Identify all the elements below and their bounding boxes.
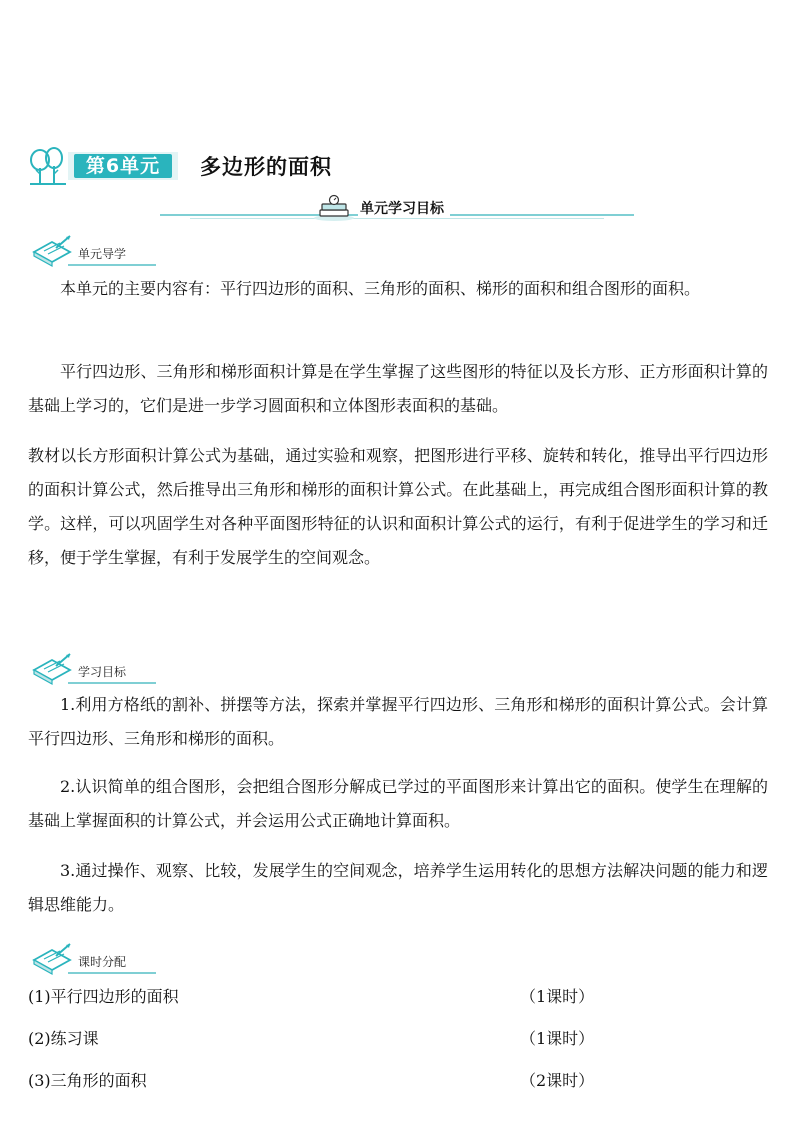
guide-paragraph-2: 平行四边形、三角形和梯形面积计算是在学生掌握了这些图形的特征以及长方形、正方形面积计算的基础上学习的，它们是进一步学习圆面积和立体图形表面积的基础。 <box>28 362 768 415</box>
unit-goal-label: 单元学习目标 <box>358 200 450 218</box>
section-tag-schedule <box>30 942 160 976</box>
section-tag-objectives <box>30 652 160 686</box>
lesson-name: (1)平行四边形的面积 <box>28 987 179 1006</box>
unit-badge <box>68 152 178 180</box>
lesson-row <box>28 982 768 1012</box>
unit-title: 多边形的面积 <box>200 155 332 179</box>
banner-line-secondary <box>190 218 604 219</box>
section-label-objectives: 学习目标 <box>78 665 127 679</box>
unit-header <box>28 146 768 194</box>
objective-1: 1.利用方格纸的割补、拼摆等方法，探索并掌握平行四边形、三角形和梯形的面积计算公式。会计算平行四边形、三角形和梯形的面积。 <box>28 695 768 748</box>
lesson-hours: （1课时） <box>520 987 595 1006</box>
objective-3: 3.通过操作、观察、比较，发展学生的空间观念，培养学生运用转化的思想方法解决问题的能力和逻辑思维能力。 <box>28 861 768 914</box>
tag-underline <box>68 264 156 266</box>
unit-goal-banner <box>160 194 634 224</box>
unit-badge-label: 第6单元 <box>74 154 172 178</box>
tag-underline <box>68 972 156 974</box>
lesson-hours: （1课时） <box>520 1029 595 1048</box>
section-tag-guide <box>30 234 160 268</box>
tag-underline <box>68 682 156 684</box>
guide-paragraph-1: 本单元的主要内容有：平行四边形的面积、三角形的面积、梯形的面积和组合图形的面积。 <box>60 279 701 298</box>
tree-icon <box>28 146 68 186</box>
section-label-guide: 单元导学 <box>78 247 127 261</box>
guide-paragraph-3: 教材以长方形面积计算公式为基础，通过实验和观察，把图形进行平移、旋转和转化，推导出平行四边形的面积计算公式，然后推导出三角形和梯形的面积计算公式。在此基础上，再完成组合图形面积计算的教学。这样，可以巩固学生对各种平面图形特征的认识和面积计算公式的运行，有利于促进学生的学习和迁移，便于学生掌握，有利于发展学生的空间观念。 <box>28 446 768 567</box>
lesson-hours: （2课时） <box>520 1071 595 1090</box>
lesson-row <box>28 1024 768 1054</box>
lesson-name: (2)练习课 <box>28 1029 99 1048</box>
books-icon <box>312 194 356 222</box>
objective-2: 2.认识简单的组合图形，会把组合图形分解成已学过的平面图形来计算出它的面积。使学生在理解的基础上掌握面积的计算公式，并会运用公式正确地计算面积。 <box>28 777 768 830</box>
lesson-name: (3)三角形的面积 <box>28 1071 147 1090</box>
section-label-schedule: 课时分配 <box>78 955 127 969</box>
lesson-row <box>28 1066 768 1096</box>
